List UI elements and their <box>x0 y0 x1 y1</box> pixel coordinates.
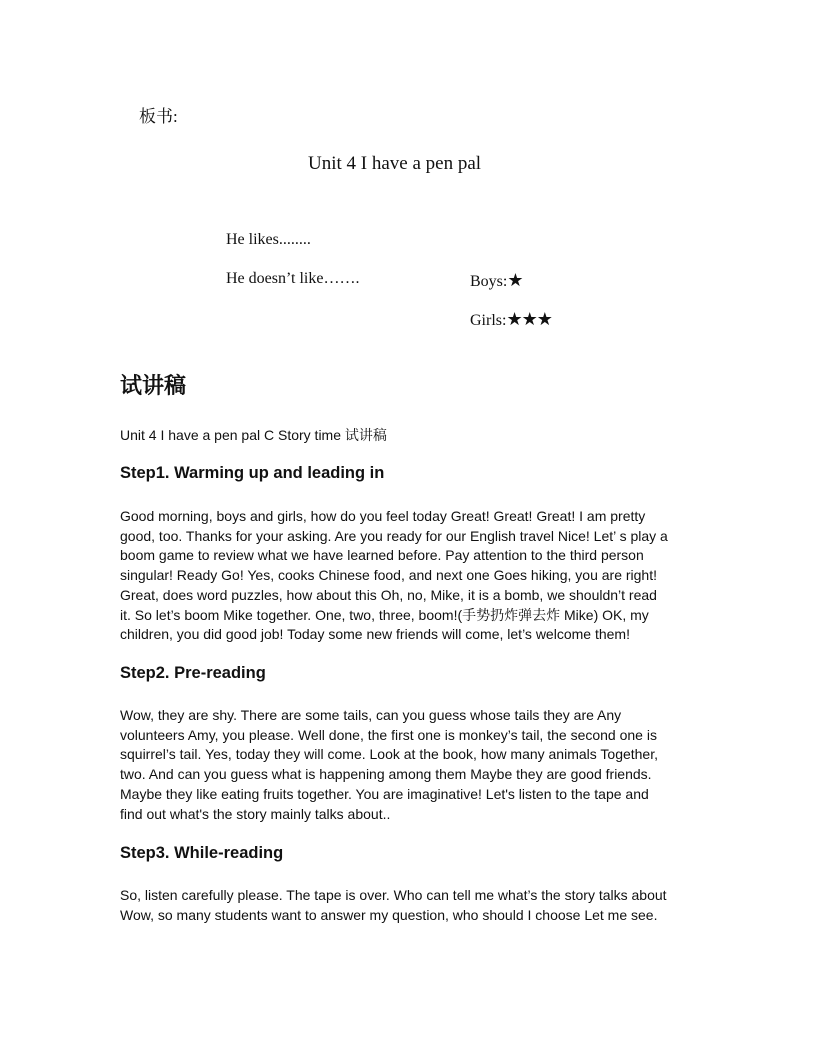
step3-line: So, listen carefully please. The tape is over. Who can tell me what’s the story talks about <box>120 887 667 903</box>
step2-line: Maybe they like eating fruits together. You are imaginative! Let's listen to the tape and <box>120 785 649 802</box>
board-title: Unit 4 I have a pen pal <box>308 153 482 174</box>
boys-star-icon: ★ <box>507 270 523 290</box>
he-doesnt-like-line: He doesn’t like……. <box>226 270 360 287</box>
script-heading: 试讲稿 <box>120 373 187 398</box>
step1-line: good, too. Thanks for your asking. Are you ready for our English travel Nice! Let’ s play a <box>120 527 668 544</box>
step3-heading: Step3. While-reading <box>120 844 284 862</box>
board-label: 板书: <box>139 107 178 126</box>
boys-score <box>470 270 522 291</box>
step2-line: find out what's the story mainly talks about.. <box>120 805 391 822</box>
step2-line: squirrel’s tail. Yes, today they will come. Look at the book, how many animals Together, <box>120 746 659 763</box>
step1-line: children, you did good job! Today some new friends will come, let’s welcome them! <box>120 626 630 643</box>
step2-paragraph <box>120 706 700 824</box>
step1-line: singular! Ready Go! Yes, cooks Chinese food, and next one Goes hiking, you are right! <box>120 567 657 584</box>
script-subtitle: Unit 4 I have a pen pal C Story time 试讲稿 <box>120 427 387 443</box>
boys-label: Boys: <box>470 273 508 290</box>
step1-paragraph <box>120 507 700 645</box>
step1-line: boom game to review what we have learned before. Pay attention to the third person <box>120 547 644 564</box>
he-likes-line: He likes........ <box>226 231 311 248</box>
girls-score <box>470 309 552 330</box>
step2-heading: Step2. Pre-reading <box>120 664 266 682</box>
step2-line: volunteers Amy, you please. Well done, the first one is monkey’s tail, the second one is <box>120 726 657 743</box>
step1-line: Good morning, boys and girls, how do you feel today Great! Great! Great! I am pretty <box>120 508 646 524</box>
step3-paragraph <box>120 886 700 925</box>
step1-heading: Step1. Warming up and leading in <box>120 464 385 482</box>
step3-line: Wow, so many students want to answer my question, who should I choose Let me see. <box>120 906 658 923</box>
girls-star-icon: ★★★ <box>506 309 552 329</box>
step1-line: Great, does word puzzles, how about this Oh, no, Mike, it is a bomb, we shouldn’t read <box>120 586 657 603</box>
girls-label: Girls: <box>470 312 507 329</box>
step2-line: Wow, they are shy. There are some tails, can you guess whose tails they are Any <box>120 707 622 723</box>
step2-line: two. And can you guess what is happening among them Maybe they are good friends. <box>120 766 652 783</box>
step1-line: it. So let’s boom Mike together. One, two, three, boom!(手势扔炸弹去炸 Mike) OK, my <box>120 606 649 623</box>
